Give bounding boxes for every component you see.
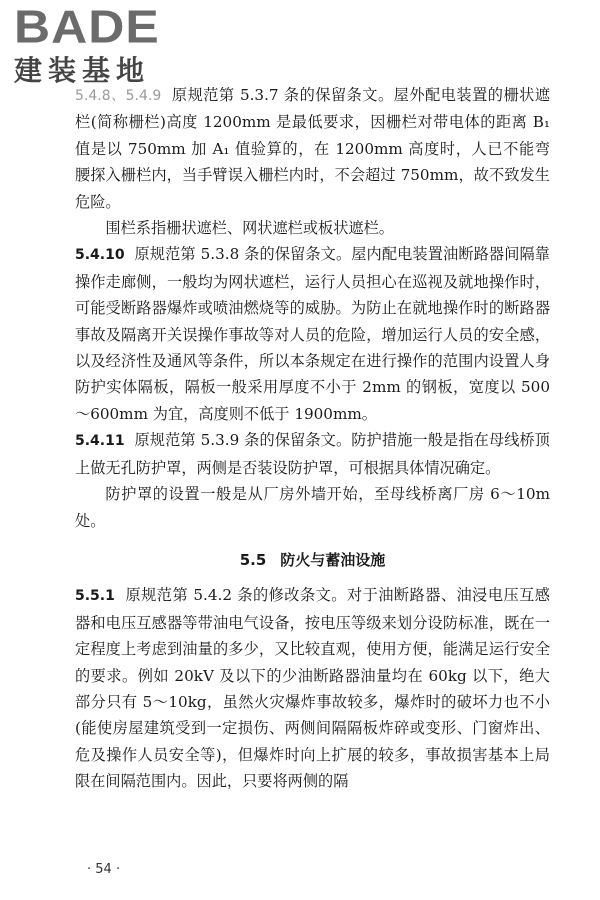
logo-brand: BADE: [14, 1, 160, 53]
clause-5-4-10: [75, 241, 550, 427]
section-title: 防火与蓄油设施: [280, 550, 386, 569]
clause-5-4-8: [75, 82, 550, 215]
clause-number: 5.5.1: [75, 588, 115, 605]
section-heading: [75, 547, 550, 573]
paragraph-fence-definition: 围栏系指栅状遮栏、网状遮栏或板状遮栏。: [105, 219, 394, 238]
clause-text: 原规范第 5.4.2 条的修改条文。对于油断路器、油浸电压互感器和电压互感器等带油电气设备，按电压等级来划分设防标准，既在一定程度上考虑到油量的多少，又比较直观，使用方便，能满足运行安全的要求。例如 20kV 及以下的少油断路器油量均在 60kg 以下，绝大部分只有 5～10kg，虽然火灾爆炸事故较多，爆炸时的破坏力也不小(能使房屋建筑受到一定损伤、两侧间隔隔板炸碎或变形、门窗炸出、危及操作人员安全等)，但爆炸时向上扩展的较多，事故损害基本上局限在间隔范围内。因此，只要将两侧的隔: [75, 586, 550, 791]
paragraph-guard-setup: 防护罩的设置一般是从厂房外墙开始，至母线桥离厂房 6～10m 处。: [75, 485, 550, 530]
logo-subtitle: 建装基地: [14, 54, 151, 87]
clause-5-5-1: [75, 582, 550, 794]
clause-number: 5.4.8、5.4.9: [75, 88, 162, 104]
document-page: [75, 82, 550, 795]
clause-text: 原规范第 5.3.7 条的保留条文。屋外配电装置的栅状遮栏(简称栅栏)高度 1200mm 是最低要求，因栅栏对带电体的距离 B₁ 值是以 750mm 加 A₁ 值验算的，在 1200mm 高度时，人已不能弯腰探入栅栏内，当手臂误入栅栏内时，不会超过 750mm，故不致发生危险。: [75, 86, 550, 211]
clause-text: 原规范第 5.3.8 条的保留条文。屋内配电装置油断路器间隔靠操作走廊侧，一般均为网状遮栏，运行人员担心在巡视及就地操作时，可能受断路器爆炸或喷油燃烧等的威胁。为防止在就地操作时的断路器事故及隔离开关误操作事故等对人员的危险，增加运行人员的安全感，以及经济性及通风等条件，所以本条规定在进行操作的范围内设置人身防护实体隔板，隔板一般采用厚度不小于 2mm 的钢板，宽度以 500～600mm 为宜，高度则不低于 1900mm。: [75, 245, 550, 423]
page-number: · 54 ·: [87, 862, 121, 877]
bade-logo: [14, 1, 179, 90]
clause-5-4-11: [75, 427, 550, 481]
clause-number: 5.4.10: [75, 247, 125, 264]
section-number: 5.5: [239, 550, 267, 569]
clause-number: 5.4.11: [75, 433, 125, 450]
clause-text: 原规范第 5.3.9 条的保留条文。防护措施一般是指在母线桥顶上做无孔防护罩，两侧是否装设防护罩，可根据具体情况确定。: [75, 431, 550, 477]
